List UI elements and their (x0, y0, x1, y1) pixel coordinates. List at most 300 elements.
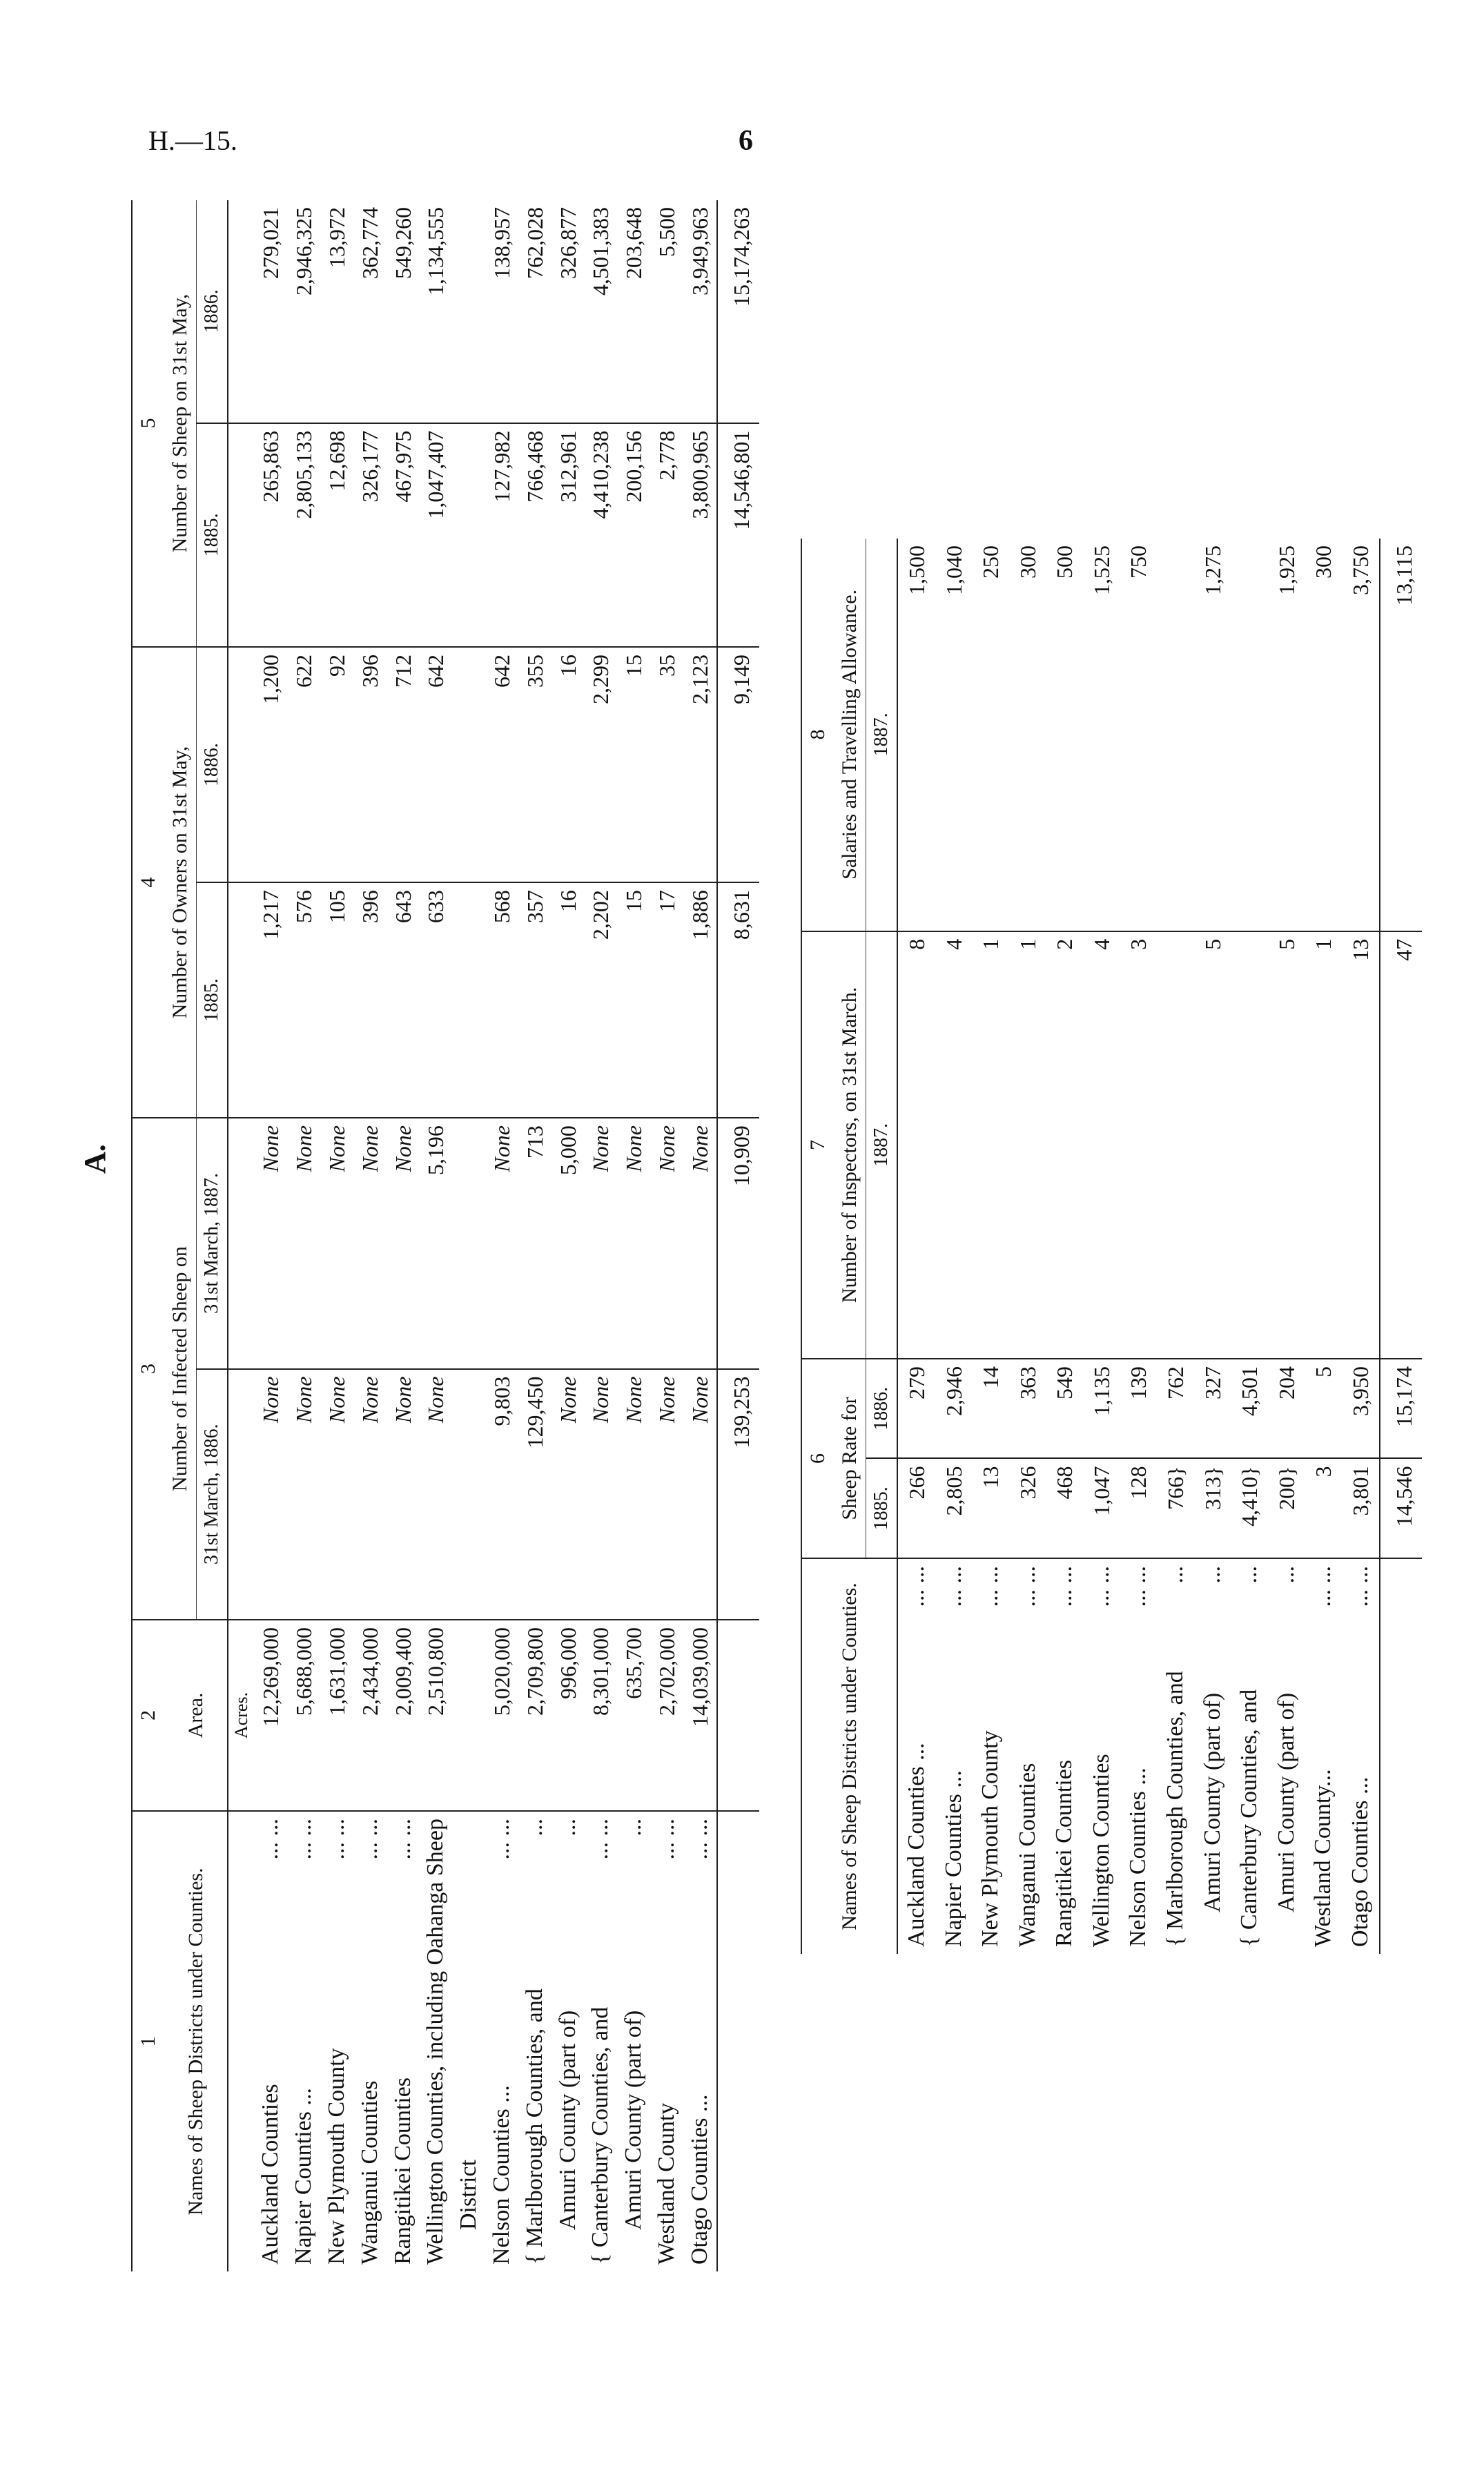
leader-dots: ... (1162, 1566, 1188, 1584)
salaries-value (1157, 539, 1194, 931)
sheep-1886-value: 549,260 (387, 200, 420, 423)
rate-1886-value: 5 (1305, 1359, 1342, 1459)
area-value: 14,039,000 (683, 1620, 717, 1811)
district-name-text: Amuri County (part of) (1273, 1692, 1299, 1912)
table-row (485, 200, 518, 2271)
district-name (452, 1811, 485, 2271)
salaries-value: 1,925 (1268, 539, 1305, 931)
table-row (1120, 539, 1158, 1954)
table-a (131, 200, 759, 2271)
table-row (973, 539, 1010, 1954)
district-name-text: Auckland Counties (257, 2084, 284, 2265)
infected-1887-value: None (287, 1118, 320, 1368)
owners-1886-value: 642 (419, 647, 452, 882)
district-name (551, 1811, 585, 2271)
colnum-7: 7 (801, 931, 834, 1359)
colnum-4: 4 (132, 647, 164, 1118)
area-value: 2,709,800 (518, 1620, 551, 1811)
rate-1885-value: 128 (1120, 1459, 1158, 1559)
salaries-value: 1,275 (1194, 539, 1231, 931)
table-row (551, 200, 585, 2271)
rate-1885-value: 266 (897, 1459, 935, 1559)
owners-1886-value: 642 (485, 647, 518, 882)
inspectors-value: 4 (1083, 931, 1120, 1359)
district-name (1268, 1558, 1305, 1954)
district-name-text: Napier Counties ... (291, 2088, 317, 2265)
rate-1885-value: 200} (1268, 1459, 1305, 1559)
table-row (617, 200, 650, 2271)
total-sal: 13,115 (1380, 539, 1422, 931)
total-own86: 9,149 (717, 647, 759, 882)
table-row (353, 200, 387, 2271)
leader-dots: ... ... (291, 1819, 317, 1860)
inspectors-value (1157, 931, 1194, 1359)
area-value: 635,700 (617, 1620, 650, 1811)
salaries-value: 3,750 (1342, 539, 1380, 931)
table-row (518, 200, 551, 2271)
district-name-text: Rangitikei Counties (389, 2077, 416, 2265)
colnum-5: 5 (132, 200, 164, 647)
rate-1886-value: 14 (973, 1359, 1010, 1459)
rate-1885-value: 2,805 (935, 1459, 973, 1559)
district-name-text: Westland County (653, 2102, 679, 2265)
salaries-value: 250 (973, 539, 1010, 931)
rate-1886-value: 3,950 (1342, 1359, 1380, 1459)
infected-1886-value: None (287, 1369, 320, 1620)
section-label: A. (78, 1144, 112, 1174)
infected-1886-value: None (320, 1369, 353, 1620)
district-name (1009, 1558, 1046, 1954)
district-name-text: { Marlborough Counties, and (1162, 1671, 1188, 1947)
infected-1886-value: None (584, 1369, 617, 1620)
owners-1885-value: 357 (518, 882, 551, 1118)
owners-1886-value: 712 (387, 647, 420, 882)
leader-dots: ... (521, 1819, 547, 1837)
sheep-1885-value: 200,156 (617, 423, 650, 647)
inspectors-value: 3 (1120, 931, 1158, 1359)
area-value (452, 1620, 485, 1811)
infected-1887-value: None (387, 1118, 420, 1368)
district-name-text: { Marlborough Counties, and (521, 1988, 547, 2265)
sheep-1886-value: 279,021 (255, 200, 288, 423)
area-value: 8,301,000 (584, 1620, 617, 1811)
district-name-text: Wellington Counties (1088, 1754, 1114, 1947)
district-name-text: Auckland Counties ... (904, 1743, 929, 1947)
infected-1887-value: None (683, 1118, 717, 1368)
table-row (1083, 539, 1120, 1954)
header-rate-1886: 1886. (866, 1359, 898, 1459)
rate-1886-value: 363 (1009, 1359, 1046, 1459)
rate-1886-value: 204 (1268, 1359, 1305, 1459)
header-sheep-1886: 1886. (197, 200, 228, 423)
salaries-value (1231, 539, 1268, 931)
header-owners-1886: 1886. (197, 647, 228, 882)
owners-1886-value: 2,123 (683, 647, 717, 882)
district-name (617, 1811, 650, 2271)
owners-1886-value: 396 (353, 647, 387, 882)
infected-1886-value: 129,450 (518, 1369, 551, 1620)
sheep-1886-value: 4,501,383 (584, 200, 617, 423)
leader-dots: ... ... (1347, 1566, 1373, 1607)
area-value: 2,009,400 (387, 1620, 420, 1811)
infected-1887-value: None (617, 1118, 650, 1368)
owners-1885-value: 396 (353, 882, 387, 1118)
total-insp: 47 (1380, 931, 1422, 1359)
table-row (387, 200, 420, 2271)
leader-dots: ... ... (653, 1819, 679, 1860)
leader-dots: ... ... (356, 1819, 382, 1860)
header-owners-1885: 1885. (197, 882, 228, 1118)
rate-1885-value: 4,410} (1231, 1459, 1268, 1559)
district-name-text: Westland County... (1310, 1769, 1336, 1947)
owners-1885-value: 576 (287, 882, 320, 1118)
leader-dots: ... ... (1014, 1566, 1040, 1607)
infected-1886-value: None (255, 1369, 288, 1620)
sheep-1885-value: 4,410,238 (584, 423, 617, 647)
total-label-b (1380, 1558, 1422, 1954)
rate-1886-value: 762 (1157, 1359, 1194, 1459)
header-rate: Sheep Rate for (834, 1359, 866, 1558)
sheep-1885-value: 312,961 (551, 423, 585, 647)
area-value: 2,434,000 (353, 1620, 387, 1811)
sheep-1885-value (452, 423, 485, 647)
leader-dots: ... (621, 1819, 647, 1837)
district-name (287, 1811, 320, 2271)
inspectors-value (1231, 931, 1268, 1359)
infected-1887-value: None (650, 1118, 683, 1368)
header-salaries: Salaries and Travelling Allowance. (834, 539, 866, 931)
rate-1885-value: 468 (1046, 1459, 1084, 1559)
owners-1886-value: 622 (287, 647, 320, 882)
sheep-1885-value: 2,778 (650, 423, 683, 647)
district-name (353, 1811, 387, 2271)
district-name (1305, 1558, 1342, 1954)
unit-spacer (228, 1811, 255, 2271)
district-name-text: Otago Counties ... (686, 2094, 712, 2265)
district-name (1342, 1558, 1380, 1954)
infected-1887-value: 713 (518, 1118, 551, 1368)
sheep-1886-value: 203,648 (617, 200, 650, 423)
rate-1885-value: 3 (1305, 1459, 1342, 1559)
area-value: 5,688,000 (287, 1620, 320, 1811)
owners-1885-value: 1,217 (255, 882, 288, 1118)
leader-dots: ... ... (904, 1566, 929, 1607)
district-name (387, 1811, 420, 2271)
district-name (897, 1558, 935, 1954)
inspectors-value: 5 (1194, 931, 1231, 1359)
owners-1886-value (452, 647, 485, 882)
owners-1885-value: 1,886 (683, 882, 717, 1118)
table-row (897, 539, 935, 1954)
salaries-value: 1,040 (935, 539, 973, 931)
header-infected: Number of Infected Sheep on (164, 1118, 197, 1620)
colnum-6: 6 (801, 1359, 834, 1558)
district-name-text: Wanganui Counties (356, 2080, 382, 2265)
owners-1886-value: 2,299 (584, 647, 617, 882)
area-value: 1,631,000 (320, 1620, 353, 1811)
rate-1885-value: 313} (1194, 1459, 1231, 1559)
page-reference: H.—15. (148, 125, 237, 156)
district-name-text: Wellington Counties, including Oahanga Sheep (422, 1819, 449, 2265)
district-name (1231, 1558, 1268, 1954)
sheep-districts-table-main (131, 200, 759, 2271)
total-r86: 15,174 (1380, 1359, 1422, 1459)
infected-1887-value: None (353, 1118, 387, 1368)
inspectors-value: 13 (1342, 931, 1380, 1359)
leader-dots: ... ... (587, 1819, 614, 1860)
leader-dots: ... ... (977, 1566, 1004, 1607)
district-name (1083, 1558, 1120, 1954)
rate-1886-value: 4,501 (1231, 1359, 1268, 1459)
district-name (683, 1811, 717, 2271)
area-value: 5,020,000 (485, 1620, 518, 1811)
leader-dots: ... ... (1088, 1566, 1114, 1607)
district-name-text: { Canterbury Counties, and (1236, 1689, 1262, 1947)
sheep-1886-value (452, 200, 485, 423)
sheep-1886-value: 362,774 (353, 200, 387, 423)
infected-1886-value (452, 1369, 485, 1620)
colnum-1: 1 (137, 2036, 159, 2047)
table-row (255, 200, 288, 2271)
header-sheep-1885: 1885. (197, 423, 228, 647)
inspectors-value: 1 (973, 931, 1010, 1359)
leader-dots: ... ... (323, 1819, 349, 1860)
sheep-1886-value: 1,134,555 (419, 200, 452, 423)
district-name (1194, 1558, 1231, 1954)
header-names: Names of Sheep Districts under Counties. (164, 1811, 228, 2271)
district-name (1157, 1558, 1194, 1954)
district-name-text: Nelson Counties ... (488, 2085, 514, 2265)
infected-1886-value: None (650, 1369, 683, 1620)
district-name-text: Amuri County (part of) (621, 2010, 647, 2230)
table-row (650, 200, 683, 2271)
district-name-text: Rangitikei Counties (1051, 1759, 1077, 1947)
district-name-text: District (456, 2160, 482, 2230)
area-value: 996,000 (551, 1620, 585, 1811)
owners-1886-value: 15 (617, 647, 650, 882)
infected-1886-value: None (617, 1369, 650, 1620)
inspectors-value: 5 (1268, 931, 1305, 1359)
infected-1887-value: None (485, 1118, 518, 1368)
infected-1887-value: None (255, 1118, 288, 1368)
leader-dots: ... ... (1125, 1566, 1151, 1607)
infected-1887-value: None (584, 1118, 617, 1368)
leader-dots: ... (1236, 1566, 1262, 1584)
rate-1885-value: 766} (1157, 1459, 1194, 1559)
salaries-value: 500 (1046, 539, 1084, 931)
rate-1886-value: 139 (1120, 1359, 1158, 1459)
owners-1886-value: 355 (518, 647, 551, 882)
rate-1886-value: 549 (1046, 1359, 1084, 1459)
table-row (1342, 539, 1380, 1954)
owners-1885-value: 643 (387, 882, 420, 1118)
sheep-1885-value: 265,863 (255, 423, 288, 647)
header-infected-1887: 31st March, 1887. (197, 1118, 228, 1368)
owners-1885-value: 568 (485, 882, 518, 1118)
district-name-text: Wanganui Counties (1014, 1763, 1040, 1947)
total-sh85: 14,546,801 (717, 423, 759, 647)
infected-1886-value: 9,803 (485, 1369, 518, 1620)
colnum-3: 3 (132, 1118, 164, 1620)
leader-dots: ... (1199, 1566, 1225, 1584)
district-name-text: Amuri County (part of) (1199, 1692, 1225, 1912)
district-name (485, 1811, 518, 2271)
header-inspectors: Number of Inspectors, on 31st March. (834, 931, 866, 1359)
district-name-text: New Plymouth County (977, 1730, 1004, 1947)
table-row (1268, 539, 1305, 1954)
salaries-value: 1,500 (897, 539, 935, 931)
rate-1885-value: 1,047 (1083, 1459, 1120, 1559)
infected-1886-value: None (419, 1369, 452, 1620)
district-name (935, 1558, 973, 1954)
inspectors-value: 4 (935, 931, 973, 1359)
leader-dots: ... ... (940, 1566, 966, 1607)
sheep-1886-value: 13,972 (320, 200, 353, 423)
total-inf86: 139,253 (717, 1369, 759, 1620)
table-row (683, 200, 717, 2271)
colnum-2: 2 (132, 1620, 164, 1811)
colnum-8: 8 (801, 539, 834, 931)
owners-1885-value: 2,202 (584, 882, 617, 1118)
owners-1885-value: 16 (551, 882, 585, 1118)
table-row (320, 200, 353, 2271)
table-row (584, 200, 617, 2271)
district-name-text: { Canterbury Counties, and (587, 2006, 614, 2265)
sheep-districts-table-rates (801, 539, 1422, 1954)
rate-1886-value: 279 (897, 1359, 935, 1459)
district-name (650, 1811, 683, 2271)
header-area: Area. (164, 1620, 228, 1811)
header-insp-1887: 1887. (866, 931, 898, 1359)
leader-dots: ... ... (257, 1819, 284, 1860)
total-r85: 14,546 (1380, 1459, 1422, 1559)
table-row (287, 200, 320, 2271)
header-owners: Number of Owners on 31st May, (164, 647, 197, 1118)
area-value: 12,269,000 (255, 1620, 288, 1811)
district-name-text: Amuri County (part of) (554, 2010, 580, 2230)
rate-1885-value: 3,801 (1342, 1459, 1380, 1559)
district-name-text: New Plymouth County (323, 2048, 349, 2265)
infected-1886-value: None (353, 1369, 387, 1620)
sheep-1885-value: 1,047,407 (419, 423, 452, 647)
salaries-value: 300 (1305, 539, 1342, 931)
infected-1886-value: None (551, 1369, 585, 1620)
inspectors-value: 8 (897, 931, 935, 1359)
infected-1886-value: None (683, 1369, 717, 1620)
salaries-value: 1,525 (1083, 539, 1120, 931)
total-inf87: 10,909 (717, 1118, 759, 1368)
leader-dots: ... ... (1051, 1566, 1077, 1607)
owners-1885-value: 17 (650, 882, 683, 1118)
table-row (1157, 539, 1194, 1954)
leader-dots: ... ... (389, 1819, 416, 1860)
district-name (1046, 1558, 1084, 1954)
district-name (584, 1811, 617, 2271)
sheep-1886-value: 2,946,325 (287, 200, 320, 423)
leader-dots: ... (554, 1819, 580, 1837)
rate-1886-value: 1,135 (1083, 1359, 1120, 1459)
district-name-text: Nelson Counties ... (1125, 1767, 1151, 1947)
owners-1886-value: 35 (650, 647, 683, 882)
rate-1886-value: 327 (1194, 1359, 1231, 1459)
rate-1886-value: 2,946 (935, 1359, 973, 1459)
area-value: 2,702,000 (650, 1620, 683, 1811)
owners-1886-value: 1,200 (255, 647, 288, 882)
district-name (518, 1811, 551, 2271)
sheep-1886-value: 762,028 (518, 200, 551, 423)
owners-1886-value: 16 (551, 647, 585, 882)
sheep-1886-value: 138,957 (485, 200, 518, 423)
inspectors-value: 1 (1305, 931, 1342, 1359)
district-name (320, 1811, 353, 2271)
infected-1887-value: 5,000 (551, 1118, 585, 1368)
sheep-1886-value: 5,500 (650, 200, 683, 423)
sheep-1885-value: 2,805,133 (287, 423, 320, 647)
table-b (801, 539, 1422, 1954)
area-value: 2,510,800 (419, 1620, 452, 1811)
table-row (1046, 539, 1084, 1954)
owners-1885-value (452, 882, 485, 1118)
infected-1887-value: 5,196 (419, 1118, 452, 1368)
sheep-1885-value: 3,800,965 (683, 423, 717, 647)
page-number: 6 (739, 125, 753, 157)
rate-1885-value: 326 (1009, 1459, 1046, 1559)
sheep-1885-value: 127,982 (485, 423, 518, 647)
leader-dots: ... ... (1310, 1566, 1336, 1607)
header-rate-1885: 1885. (866, 1459, 898, 1559)
infected-1887-value (452, 1118, 485, 1368)
sheep-1886-value: 3,949,963 (683, 200, 717, 423)
table-row (1009, 539, 1046, 1954)
sheep-1885-value: 467,975 (387, 423, 420, 647)
header-sheep: Number of Sheep on 31st May, (164, 200, 197, 647)
owners-1885-value: 633 (419, 882, 452, 1118)
total-own85: 8,631 (717, 882, 759, 1118)
district-name-text: Napier Counties ... (940, 1770, 966, 1947)
sheep-1885-value: 766,468 (518, 423, 551, 647)
sheep-1885-value: 12,698 (320, 423, 353, 647)
total-label (717, 1811, 759, 2271)
table-row (1231, 539, 1268, 1954)
inspectors-value: 2 (1046, 931, 1084, 1359)
header-names-b: Names of Sheep Districts under Counties. (801, 1558, 897, 1954)
table-row (1305, 539, 1342, 1954)
header-sal-1887: 1887. (866, 539, 898, 931)
table-row (419, 200, 452, 2271)
owners-1886-value: 92 (320, 647, 353, 882)
district-name (419, 1811, 452, 2271)
district-name (973, 1558, 1010, 1954)
rate-1885-value: 13 (973, 1459, 1010, 1559)
infected-1886-value: None (387, 1369, 420, 1620)
table-row (935, 539, 973, 1954)
table-row (1194, 539, 1231, 1954)
table-row (452, 200, 485, 2271)
total-sh86: 15,174,263 (717, 200, 759, 423)
sheep-1885-value: 326,177 (353, 423, 387, 647)
salaries-value: 750 (1120, 539, 1158, 931)
sheep-1886-value: 326,877 (551, 200, 585, 423)
district-name (1120, 1558, 1158, 1954)
leader-dots: ... ... (686, 1819, 712, 1860)
district-name-text: Otago Counties ... (1347, 1776, 1373, 1947)
area-unit: Acres. (228, 1620, 255, 1811)
owners-1885-value: 105 (320, 882, 353, 1118)
district-name (255, 1811, 288, 2271)
inspectors-value: 1 (1009, 931, 1046, 1359)
leader-dots: ... ... (488, 1819, 514, 1860)
header-infected-1886: 31st March, 1886. (197, 1369, 228, 1620)
